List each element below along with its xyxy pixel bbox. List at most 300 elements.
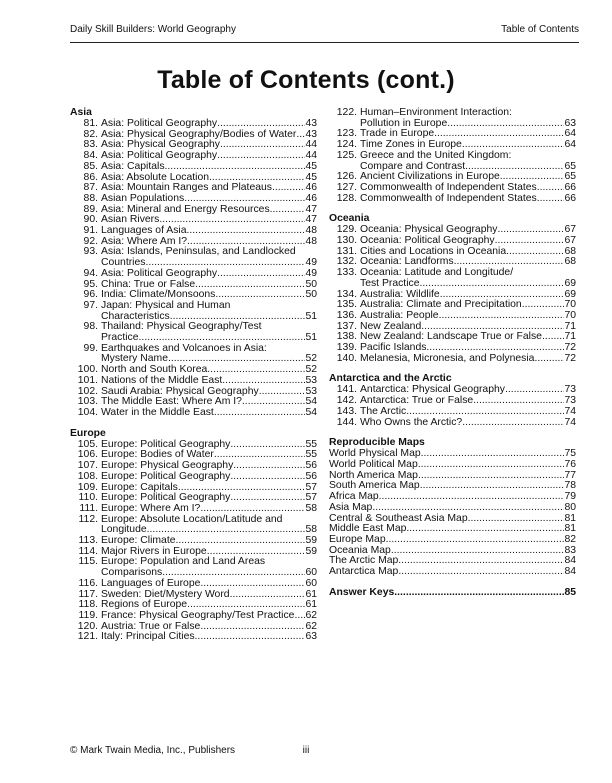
entry-page: 63 [564,117,576,129]
dot-leader [379,492,565,503]
entry-page: 69 [564,277,576,289]
dot-leader [419,279,564,290]
dot-leader [418,471,565,482]
entry-title: China: True or False [101,278,196,290]
entry-title: Europe: Bodies of Water [101,449,214,461]
entry-number: 132. [336,256,357,268]
dot-leader [391,546,565,557]
entry-title: Major Rivers in Europe [101,545,207,557]
entry-title: Europe: Population and Land Areas [101,556,266,568]
dot-leader [394,588,564,599]
entry-number: 134. [336,288,357,300]
entry-number: 135. [336,299,357,311]
entry-page: 60 [305,577,317,589]
entry-title: Sweden: Diet/Mystery Word [101,588,230,600]
entry-number: 113. [78,535,98,547]
page-number: iii [302,745,310,756]
entry-number: 119. [78,609,98,621]
entry-title: Oceania: Physical Geography [360,224,498,236]
entry-title: Asia: Political Geography [101,150,218,162]
entry-page: 57 [305,481,317,493]
entry-title: Nations of the Middle East [101,374,223,386]
entry-page: 66 [564,192,576,204]
entry-page: 59 [305,545,317,557]
entry-page: 55 [305,438,317,450]
entry-number: 108. [77,470,98,482]
entry-number: 92. [83,235,98,247]
entry-page: 48 [305,225,317,237]
dot-leader [421,449,565,460]
entry-number: 95. [83,278,98,290]
entry-page: 52 [305,364,317,376]
entry-page: 68 [564,245,576,257]
entry-number: 129. [336,224,357,236]
entry-number: 130. [336,235,357,247]
dot-leader [165,162,306,173]
entry-number: 133. [336,267,357,279]
entry-number: 116. [78,577,98,589]
entry-title: Oceania: Political Geography [360,235,495,247]
entry-page: 44 [305,150,317,162]
entry-title: Oceania: Landforms [360,256,454,268]
toc-entry [329,588,576,599]
entry-page: 72 [564,352,576,364]
entry-title: Asia: Where Am I? [101,235,188,247]
entry-page: 55 [305,449,317,461]
entry-page: 51 [305,310,317,322]
entry-title: Trade in Europe [360,128,435,140]
toc-entry [70,376,317,387]
entry-number: 99. [83,342,98,354]
entry-title: Europe: Political Geography [101,492,231,504]
entry-page: 51 [305,332,317,344]
entry-page: 56 [305,470,317,482]
entry-page: 43 [305,128,317,140]
dot-leader [242,397,306,408]
entry-page: 70 [564,299,576,311]
entry-page: 58 [305,502,317,514]
entry-number: 91. [83,225,98,237]
entry-number: 114. [78,545,98,557]
entry-page: 49 [305,267,317,279]
entry-number: 139. [336,342,357,354]
entry-page: 62 [305,609,317,621]
entry-title: Europe: Capitals [101,481,178,493]
entry-number: 87. [83,182,98,194]
entry-number: 106. [77,449,98,461]
toc-section [329,588,576,599]
toc-section [329,374,576,428]
entry-number: 82. [83,128,98,140]
toc-entry [70,515,317,536]
dot-leader [294,611,305,622]
dot-leader [537,183,565,194]
entry-title: Test Practice [360,277,420,289]
entry-page: 50 [305,278,317,290]
entry-number: 110. [78,492,98,504]
section-heading: Oceania [329,213,370,225]
entry-page: 46 [305,182,317,194]
entry-number: 111. [79,502,98,514]
entry-title: Cities and Locations in Oceania [360,245,507,257]
entry-title: Oceania Map [329,544,391,556]
entry-title: Time Zones in Europe [360,139,462,151]
entry-number: 94. [83,267,98,279]
entry-title: Antarctica Map [329,566,399,578]
entry-page: 81 [564,523,576,535]
entry-number: 103. [77,396,98,408]
entry-page: 64 [564,139,576,151]
entry-number: 96. [83,289,98,301]
entry-page: 52 [305,353,317,365]
entry-number: 140. [336,352,357,364]
entry-page: 59 [305,535,317,547]
toc-entry [329,354,576,365]
entry-number: 84. [83,150,98,162]
entry-title: Comparisons [101,567,163,579]
section-heading: Antarctica and the Arctic [329,373,452,385]
dot-leader [372,503,564,514]
entry-number: 115. [78,556,98,568]
entry-page: 62 [305,620,317,632]
entry-title: Languages of Europe [101,577,201,589]
entry-title: Who Owns the Arctic? [360,416,463,428]
entry-number: 89. [83,203,98,215]
entry-number: 121. [77,631,98,643]
dot-leader [420,481,565,492]
entry-title: Asia: Islands, Peninsulas, and Landlocked [101,246,296,258]
entry-title: Asia: Mountain Ranges and Plateaus [101,182,272,194]
entry-title: Oceania: Latitude and Longitude/ [360,267,514,279]
entry-title: Pacific Islands [360,342,427,354]
dot-leader [207,365,305,376]
dot-leader [220,140,305,151]
entry-number: 144. [336,416,357,428]
entry-page: 65 [564,160,576,172]
dot-leader [386,535,565,546]
toc-section [70,108,317,419]
entry-title: Commonwealth of Independent States [360,192,537,204]
entry-title: Pollution in Europe [360,117,448,129]
entry-title: Ancient Civilizations in Europe [360,171,500,183]
toc-entry [70,301,317,322]
entry-title: Middle East Map [329,523,407,535]
entry-title: Italy: Principal Cities [101,631,195,643]
book-title: Daily Skill Builders: World Geography [70,24,236,35]
entry-page: 78 [564,480,576,492]
dot-leader [195,632,306,643]
entry-title: The Arctic [360,405,407,417]
entry-page: 84 [564,555,576,567]
dot-leader [200,504,305,515]
entry-title: Greece and the United Kingdom: [360,149,512,161]
toc-entry [70,322,317,343]
entry-page: 67 [564,224,576,236]
entry-title: Africa Map [329,491,379,503]
entry-number: 131. [336,245,357,257]
entry-number: 105. [77,438,98,450]
entry-title: France: Physical Geography/Test Practice [101,609,295,621]
dot-leader [406,524,564,535]
entry-title: Regions of Europe [101,599,188,611]
dot-leader [418,460,565,471]
dot-leader [230,440,305,451]
entry-title: North and South Korea [101,364,208,376]
entry-page: 45 [305,160,317,172]
entry-title: Austria: True or False [101,620,201,632]
entry-title: New Zealand: Landscape True or False [360,331,542,343]
entry-number: 101. [77,374,98,386]
entry-number: 81. [83,118,98,129]
dot-leader [462,418,564,429]
entry-page: 49 [305,257,317,269]
entry-title: New Zealand [360,320,422,332]
entry-page: 75 [564,448,576,460]
entry-page: 54 [305,406,317,418]
entry-title: Characteristics [101,310,170,322]
toc-left-column [70,108,317,653]
dot-leader [187,226,306,237]
entry-number: 122. [336,107,357,118]
dot-leader [272,183,305,194]
toc-entry [329,503,576,514]
entry-page: 63 [305,631,317,643]
entry-number: 109. [77,481,98,493]
dot-leader [200,622,305,633]
dot-leader [439,311,565,322]
dot-leader [473,396,564,407]
entry-number: 102. [77,385,98,397]
entry-number: 100. [77,364,98,376]
entry-title: World Physical Map [329,448,421,460]
entry-number: 138. [336,331,357,343]
entry-title: Saudi Arabia: Physical Geography [101,385,259,397]
entry-title: Europe: Political Geography [101,470,231,482]
toc-entry [329,535,576,546]
dot-leader [233,461,305,472]
entry-number: 137. [336,320,357,332]
entry-number: 93. [83,246,98,258]
section-title: Table of Contents [501,24,579,35]
entry-number: 104. [77,406,98,418]
dot-leader [506,247,564,258]
entry-title: Asia: Political Geography [101,118,218,129]
section-heading: Asia [70,107,92,118]
entry-number: 85. [83,160,98,172]
dot-leader [534,354,564,365]
dot-leader [230,493,305,504]
entry-page: 73 [564,384,576,396]
entry-number: 98. [83,321,98,333]
section-heading: Europe [70,427,106,439]
entry-page: 57 [305,492,317,504]
entry-page: 67 [564,235,576,247]
entry-page: 72 [564,342,576,354]
entry-page: 71 [564,331,576,343]
dot-leader [200,579,305,590]
entry-title: Asia: Absolute Location [101,171,210,183]
entry-page: 64 [564,128,576,140]
entry-page: 50 [305,289,317,301]
entry-title: Asia: Physical Geography/Bodies of Water [101,128,297,140]
toc-section [70,429,317,643]
toc-section [329,438,576,577]
entry-title: The Middle East: Where Am I? [101,396,242,408]
entry-title: North America Map [329,469,418,481]
toc-entry [329,194,576,205]
toc-entry [70,247,317,268]
entry-number: 83. [83,139,98,151]
entry-title: Australia: Climate and Precipitation [360,299,522,311]
toc-entry [329,268,576,289]
entry-page: 77 [564,469,576,481]
entry-title: Melanesia, Micronesia, and Polynesia [360,352,535,364]
toc-entry [70,472,317,483]
entry-title: Europe Map [329,533,386,545]
entry-title: Mystery Name [101,353,168,365]
page-title: Table of Contents (cont.) [157,66,455,94]
page-header [70,24,579,40]
entry-title: India: Climate/Monsoons [101,289,216,301]
entry-title: Commonwealth of Independent States [360,181,537,193]
entry-page: 61 [305,599,317,611]
entry-number: 117. [78,588,98,600]
entry-title: World Political Map [329,458,418,470]
entry-number: 142. [336,395,357,407]
entry-page: 43 [305,118,317,129]
toc-entry [70,579,317,590]
publisher-credit: © Mark Twain Media, Inc., Publishers [70,745,236,756]
entry-title: Europe: Where Am I? [101,502,201,514]
entry-title: Europe: Political Geography [101,438,231,450]
header-divider [70,42,579,43]
entry-title: Longitude [101,524,147,536]
entry-page: 74 [564,405,576,417]
entry-title: Antarctica: True or False [360,395,474,407]
entry-title: Countries [101,257,146,269]
entry-number: 107. [77,460,98,472]
entry-page: 81 [564,512,576,524]
entry-page: 61 [305,588,317,600]
entry-page: 46 [305,192,317,204]
entry-page: 84 [564,566,576,578]
entry-title: Australia: Wildlife [360,288,440,300]
entry-page: 79 [564,491,576,503]
dot-leader [222,376,305,387]
entry-page: 65 [564,171,576,183]
entry-number: 97. [83,299,98,311]
dot-leader [230,472,305,483]
entry-page: 53 [305,374,317,386]
dot-leader [505,385,564,396]
entry-page: 68 [564,256,576,268]
entry-number: 120. [77,620,98,632]
toc-entry [329,108,576,129]
entry-page: 47 [305,214,317,226]
dot-leader [217,269,305,280]
entry-title: Languages of Asia [101,225,187,237]
entry-page: 48 [305,235,317,247]
entry-number: 126. [336,171,357,183]
entry-page: 60 [305,567,317,579]
dot-leader [537,194,565,205]
entry-page: 83 [564,544,576,556]
entry-title: Water in the Middle East [101,406,214,418]
entry-number: 127. [336,181,357,193]
entry-title: Central & Southeast Asia Map [329,512,468,524]
entry-page: 82 [564,533,576,545]
dot-leader [447,119,564,130]
dot-leader [217,151,305,162]
entry-title: Asia: Mineral and Energy Resources [101,203,270,215]
entry-number: 90. [83,214,98,226]
entry-number: 125. [336,149,357,161]
entry-title: Thailand: Physical Geography/Test [101,321,262,333]
entry-title: Asian Rivers [101,214,160,226]
toc-entry [70,408,317,419]
entry-page: 74 [564,416,576,428]
entry-number: 124. [336,139,357,151]
dot-leader [542,332,565,343]
entry-page: 45 [305,171,317,183]
entry-title: Asia: Capitals [101,160,165,172]
entry-number: 118. [78,599,98,611]
dot-leader [259,387,306,398]
entry-title: Europe: Climate [101,535,176,547]
entry-page: 44 [305,139,317,151]
entry-page: 76 [564,458,576,470]
toc-entry [70,162,317,173]
entry-title: Compare and Contrast [360,160,466,172]
entry-title: Asia: Political Geography [101,267,218,279]
entry-number: 143. [336,405,357,417]
entry-title: Europe: Physical Geography [101,460,234,472]
entry-number: 141. [336,384,357,396]
dot-leader [214,408,306,419]
entry-title: Earthquakes and Volcanoes in Asia: [101,342,267,354]
dot-leader [398,567,564,578]
toc-entry [70,557,317,578]
dot-leader [270,205,306,216]
toc-entry [329,418,576,429]
toc-entry [70,269,317,280]
entry-title: Asian Populations [101,192,185,204]
entry-page: 80 [564,501,576,513]
entry-title: Europe: Absolute Location/Latitude and [101,513,283,525]
dot-leader [398,556,564,567]
entry-page: 54 [305,396,317,408]
toc-entry [70,504,317,515]
toc-section [329,214,576,364]
dot-leader [296,130,305,141]
entry-number: 88. [83,192,98,204]
entry-page: 66 [564,181,576,193]
toc-entry [70,632,317,643]
entry-page: 47 [305,203,317,215]
section-heading: Reproducible Maps [329,437,425,449]
entry-number: 128. [336,192,357,204]
dot-leader [406,407,564,418]
toc-section [329,108,576,204]
entry-page: 53 [305,385,317,397]
entry-title: Australia: People [360,309,439,321]
entry-number: 86. [83,171,98,183]
entry-title: Answer Keys [329,586,395,598]
entry-title: Japan: Physical and Human [101,299,231,311]
entry-page: 71 [564,320,576,332]
entry-title: Antarctica: Physical Geography [360,384,505,396]
entry-title: Asia: Physical Geography [101,139,220,151]
